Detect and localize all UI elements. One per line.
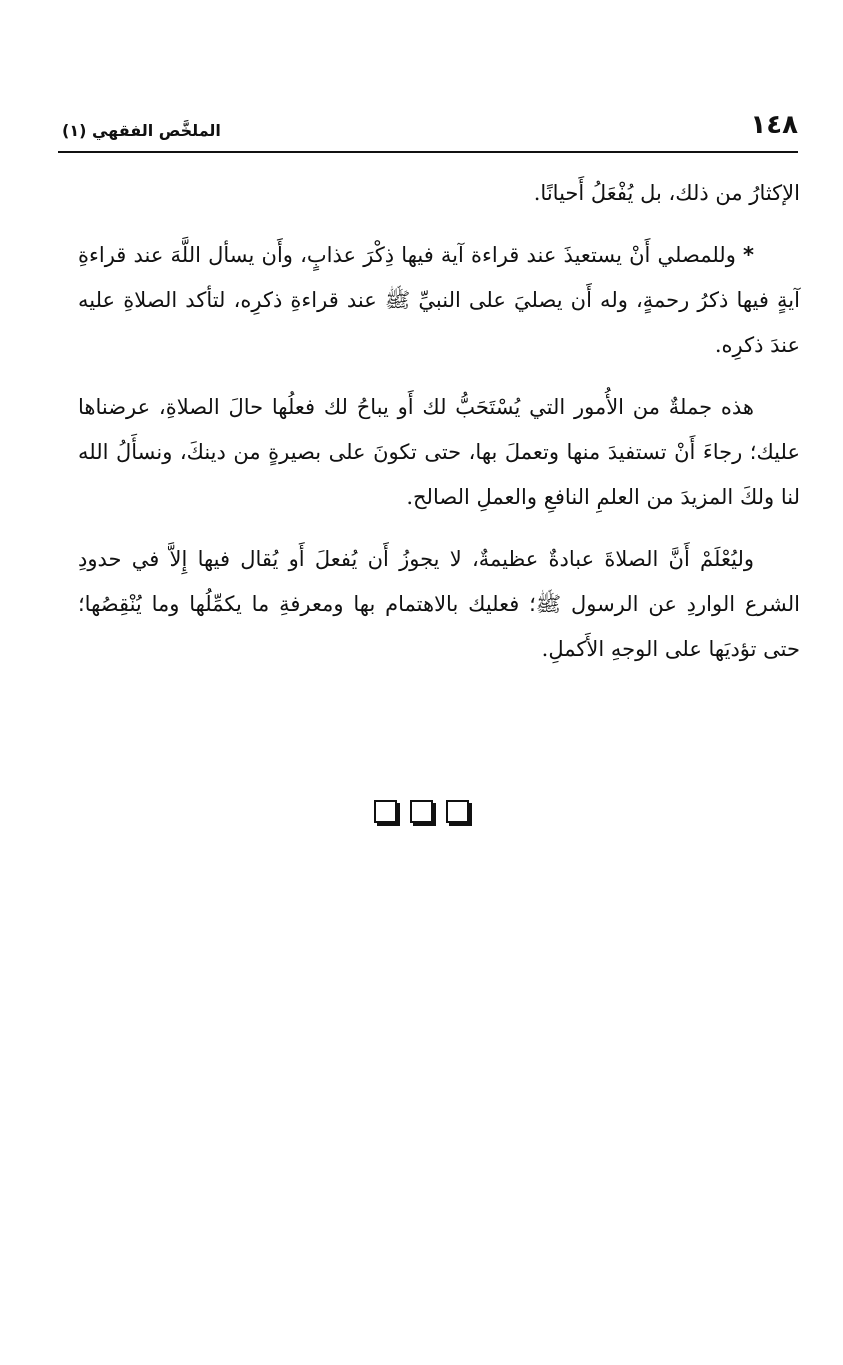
paragraph-summary (78, 385, 800, 520)
paragraph-text: وللمصلي أَنْ يستعيذَ عند قراءة آية فيها ذِكْرَ عذابٍ، وأَن يسأل اللَّهَ عند قراءةِ آيةٍ فيها ذكرُ رحمةٍ، وله أَن يصليَ على النبيِّ ﷺ عند قراءةِ ذكرِه، لتأكد الصلاةِ عليه عندَ ذكرِه. (78, 243, 800, 357)
end-square-icon (374, 800, 397, 823)
paragraph-continuation (78, 171, 800, 216)
paragraph-text: الإكثارُ من ذلك، بل يُفْعَلُ أَحيانًا. (533, 181, 800, 205)
page-header (58, 106, 798, 156)
body-text (78, 171, 800, 689)
end-square-icon (446, 800, 469, 823)
header-rule (58, 151, 798, 153)
paragraph-text: وليُعْلَمْ أَنَّ الصلاةَ عبادةٌ عظيمةٌ، لا يجوزُ أَن يُفعلَ أَو يُقال فيها إِلاَّ في حدودِ الشرع الواردِ عن الرسول ﷺ؛ فعليك بالاهتمام بها ومعرفةِ ما يكمِّلُها وما يُنْقِصُها؛ حتى تؤديَها على الوجهِ الأَكملِ. (78, 547, 800, 661)
paragraph-text: هذه جملةٌ من الأُمور التي يُسْتَحَبُّ لك أَو يباحُ لك فعلُها حالَ الصلاةِ، عرضناها عليك؛ رجاءَ أَنْ تستفيدَ منها وتعملَ بها، حتى تكونَ على بصيرةٍ من دينكَ، ونسأَلُ الله لنا ولكَ المزيدَ من العلمِ النافعِ والعملِ الصالح. (78, 395, 800, 509)
paragraph-istiadha (78, 233, 800, 368)
page-number: ١٤٨ (750, 110, 798, 140)
paragraph-conclusion (78, 537, 800, 672)
section-end-marks (0, 800, 843, 823)
end-square-icon (410, 800, 433, 823)
book-title: الملخَّص الفقهي (١) (62, 121, 221, 140)
asterisk-bullet-icon: * (743, 243, 754, 267)
